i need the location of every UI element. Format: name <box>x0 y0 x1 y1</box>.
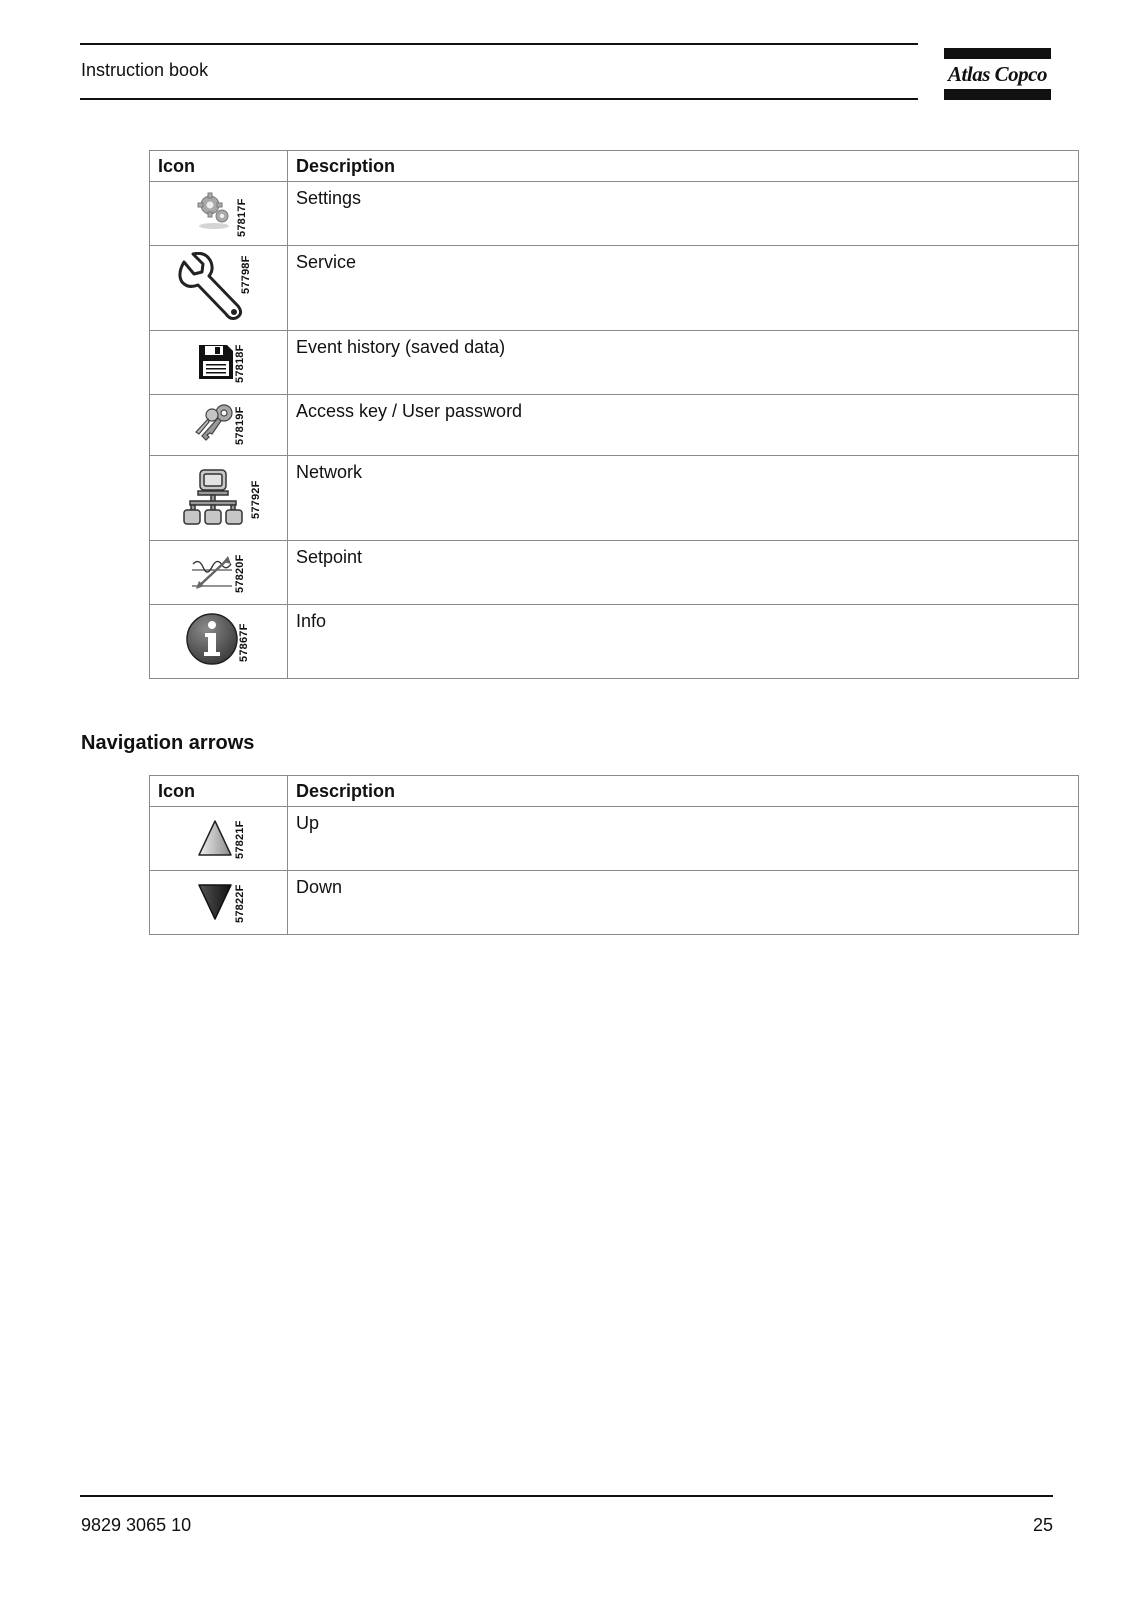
column-header-icon: Icon <box>150 776 288 807</box>
description-cell: Event history (saved data) <box>288 331 1079 395</box>
description-cell: Up <box>288 807 1079 871</box>
description-cell: Service <box>288 246 1079 331</box>
table-row <box>150 246 1079 331</box>
icon-code: 57792F <box>250 480 262 519</box>
description-cell: Info <box>288 605 1079 679</box>
icon-cell <box>150 605 288 679</box>
icon-cell <box>150 182 288 246</box>
icon-code: 57821F <box>234 820 246 859</box>
footer-rule <box>80 1495 1053 1497</box>
icon-code: 57822F <box>234 884 246 923</box>
icon-cell <box>150 807 288 871</box>
table-row <box>150 395 1079 456</box>
icon-cell <box>150 246 288 331</box>
table-row <box>150 871 1079 935</box>
icon-cell <box>150 395 288 456</box>
network-icon <box>183 468 243 526</box>
setpoint-icon <box>190 555 234 591</box>
atlas-copco-logo <box>944 48 1051 100</box>
description-cell: Setpoint <box>288 541 1079 605</box>
page-number: 25 <box>1032 1515 1053 1535</box>
column-header-icon: Icon <box>150 151 288 182</box>
icon-cell <box>150 871 288 935</box>
table-header-row <box>150 776 1079 807</box>
arrow-down-icon <box>197 883 233 921</box>
column-header-description: Description <box>288 151 1079 182</box>
icon-code: 57798F <box>240 255 252 294</box>
section-title: Navigation arrows <box>81 732 255 754</box>
icon-cell <box>150 456 288 541</box>
icon-code: 57867F <box>238 623 250 662</box>
icon-cell <box>150 541 288 605</box>
navigation-arrows-table <box>149 775 1079 935</box>
icon-code: 57820F <box>234 554 246 593</box>
description-cell: Network <box>288 456 1079 541</box>
table-header-row <box>150 151 1079 182</box>
table-row <box>150 807 1079 871</box>
wrench-icon <box>176 252 246 322</box>
floppy-disk-icon <box>198 344 234 380</box>
icons-table <box>149 150 1079 679</box>
description-cell: Settings <box>288 182 1079 246</box>
arrow-up-icon <box>197 819 233 857</box>
logo-wordmark: Atlas Copco <box>948 62 1047 86</box>
table-row <box>150 456 1079 541</box>
icon-code: 57817F <box>236 198 248 237</box>
info-icon <box>185 612 239 666</box>
icon-cell <box>150 331 288 395</box>
table-row <box>150 331 1079 395</box>
settings-gears-icon <box>194 190 234 230</box>
column-header-description: Description <box>288 776 1079 807</box>
header-title: Instruction book <box>81 60 209 80</box>
header-rule-bottom <box>80 98 918 100</box>
table-row <box>150 182 1079 246</box>
table-row <box>150 605 1079 679</box>
description-cell: Down <box>288 871 1079 935</box>
keys-icon <box>192 402 236 446</box>
header-rule-top <box>80 43 918 45</box>
icon-code: 57819F <box>234 406 246 445</box>
icon-code: 57818F <box>234 344 246 383</box>
table-row <box>150 541 1079 605</box>
document-number: 9829 3065 10 <box>81 1515 192 1535</box>
description-cell: Access key / User password <box>288 395 1079 456</box>
